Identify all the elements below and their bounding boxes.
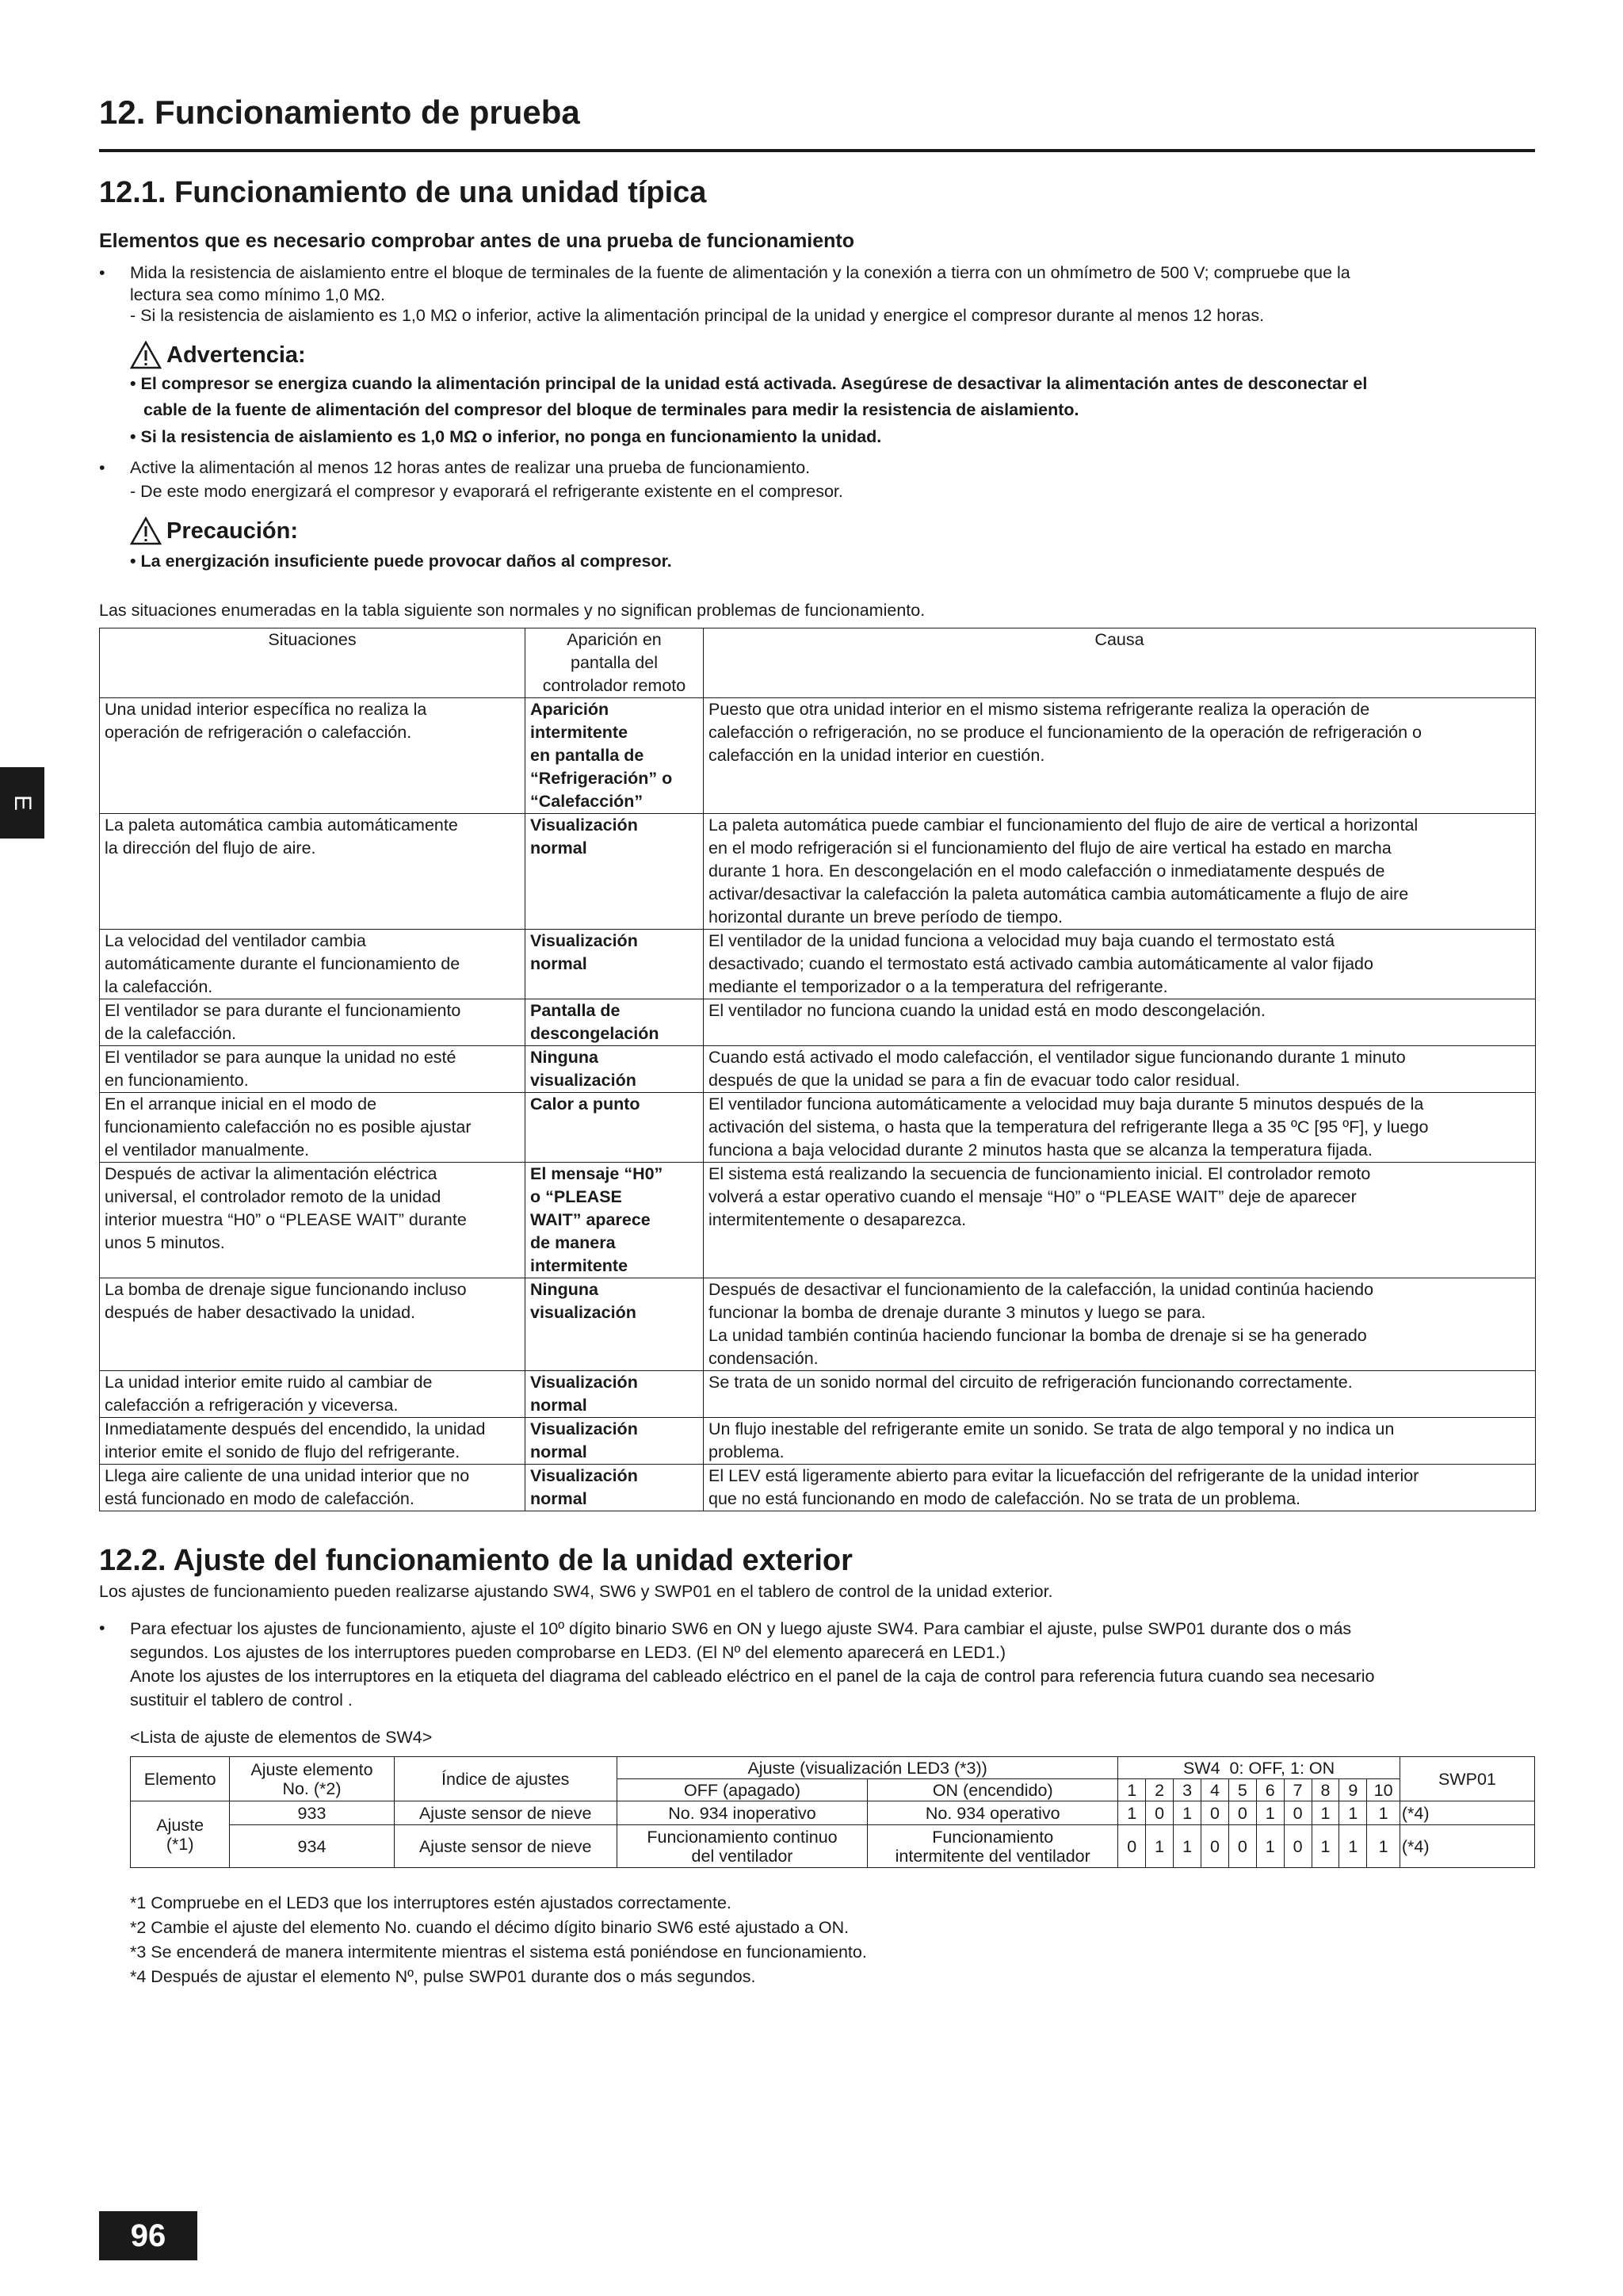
sw4-digit-header: 3 <box>1174 1779 1201 1801</box>
cause-cell: El sistema está realizando la secuencia de funcionamiento inicial. El controlador remoto volverá a estar operativo cuando el mensaje “H0” o “PLEASE WAIT” deje de aparecer intermitentemente o desaparezca. <box>704 1163 1536 1278</box>
sw4-cell-swp: (*4) <box>1400 1825 1534 1868</box>
situation-row <box>100 698 1536 814</box>
sw4-bit: 0 <box>1284 1801 1312 1825</box>
sw4-h-swp01: SWP01 <box>1400 1757 1534 1801</box>
warning-line-2: cable de la fuente de alimentación del compresor del bloque de terminales para medir la resistencia de aislamiento. <box>143 400 1079 419</box>
sw4-h-sw4: SW4 0: OFF, 1: ON <box>1118 1757 1400 1779</box>
sw4-digit-header: 2 <box>1146 1779 1174 1801</box>
cause-cell: Puesto que otra unidad interior en el mismo sistema refrigerante realiza la operación de calefacción o refrigeración, no se produce el funcionamiento de la operación de refrigeración o calefacción en la unidad interior en cuestión. <box>704 698 1536 814</box>
section-title-12-1: 12.1. Funcionamiento de una unidad típica <box>99 176 707 209</box>
sw4-row-933 <box>131 1801 1535 1825</box>
sw4-h-indice: Índice de ajustes <box>394 1757 617 1801</box>
chapter-title: 12. Funcionamiento de prueba <box>99 94 580 131</box>
caution-triangle-icon <box>130 517 162 545</box>
sw4-cell-on: No. 934 operativo <box>868 1801 1118 1825</box>
page-number: 96 <box>99 2211 197 2260</box>
footnote: *3 Se encenderá de manera intermitente mientras el sistema está poniéndose en funcionamiento. <box>130 1943 867 1962</box>
situation-row <box>100 814 1536 930</box>
display-cell: Visualización normal <box>525 1418 704 1465</box>
sw4-digit-header: 1 <box>1118 1779 1146 1801</box>
warning-line-1: • El compresor se energiza cuando la alimentación principal de la unidad está activada. Asegúrese de desactivar la alimentación antes de desconectar el <box>130 374 1368 393</box>
intro-item-1-sub: - Si la resistencia de aislamiento es 1,0 MΩ o inferior, active la alimentación principal de la unidad y energice el compresor durante al menos 12 horas. <box>130 306 1265 325</box>
footnotes <box>130 1891 867 1989</box>
sw4-digit-header: 5 <box>1228 1779 1256 1801</box>
display-cell: Visualización normal <box>525 1371 704 1418</box>
bullet-marker: • <box>99 458 105 477</box>
section2-line-4: sustituir el tablero de control . <box>130 1690 353 1710</box>
title-rule <box>99 149 1535 152</box>
section2-intro: Los ajustes de funcionamiento pueden realizarse ajustando SW4, SW6 y SWP01 en el tablero de control de la unidad exterior. <box>99 1582 1053 1601</box>
situation-cell: La velocidad del ventilador cambia automáticamente durante el funcionamiento de la calefacción. <box>100 930 525 999</box>
sw4-group-label: Ajuste (*1) <box>131 1801 230 1868</box>
table-intro: Las situaciones enumeradas en la tabla siguiente son normales y no significan problemas de funcionamiento. <box>99 601 926 620</box>
situation-cell: Inmediatamente después del encendido, la unidad interior emite el sonido de flujo del refrigerante. <box>100 1418 525 1465</box>
warning-title-text: Advertencia: <box>166 342 306 368</box>
sw4-cell-no: 934 <box>230 1825 394 1868</box>
sw4-cell-no: 933 <box>230 1801 394 1825</box>
sw4-h-on: ON (encendido) <box>868 1779 1118 1801</box>
sw4-bit: 0 <box>1201 1801 1229 1825</box>
checklist-heading: Elementos que es necesario comprobar antes de una prueba de funcionamiento <box>99 230 855 252</box>
sw4-cell-on: Funcionamiento intermitente del ventilador <box>868 1825 1118 1868</box>
footnote: *2 Cambie el ajuste del elemento No. cuando el décimo dígito binario SW6 esté ajustado a ON. <box>130 1918 850 1937</box>
warning-title <box>130 341 306 369</box>
situation-row <box>100 999 1536 1046</box>
side-tab-letter: E <box>9 794 36 812</box>
sw4-bit: 0 <box>1201 1825 1229 1868</box>
section2-line-1: Para efectuar los ajustes de funcionamiento, ajuste el 10º dígito binario SW6 en ON y luego ajuste SW4. Para cambiar el ajuste, pulse SWP01 durante dos o más <box>130 1619 1352 1638</box>
footnote: *1 Compruebe en el LED3 que los interruptores estén ajustados correctamente. <box>130 1893 731 1912</box>
situation-row <box>100 1418 1536 1465</box>
intro-item-1-line-2: lectura sea como mínimo 1,0 MΩ. <box>130 285 385 304</box>
header-situaciones: Situaciones <box>100 628 525 698</box>
display-cell: Visualización normal <box>525 1465 704 1511</box>
cause-cell: Un flujo inestable del refrigerante emite un sonido. Se trata de algo temporal y no indica un problema. <box>704 1418 1536 1465</box>
sw4-digit-header: 4 <box>1201 1779 1229 1801</box>
display-cell: Visualización normal <box>525 814 704 930</box>
intro-item-2-sub: - De este modo energizará el compresor y evaporará el refrigerante existente en el compresor. <box>130 482 843 501</box>
display-cell: El mensaje “H0” o “PLEASE WAIT” aparece de manera intermitente <box>525 1163 704 1278</box>
sw4-bit: 1 <box>1367 1801 1400 1825</box>
sw4-cell-off: Funcionamiento continuo del ventilador <box>617 1825 867 1868</box>
sw4-settings-table <box>130 1756 1535 1868</box>
situations-table <box>99 628 1536 1511</box>
display-cell: Calor a punto <box>525 1093 704 1163</box>
sw4-digit-header: 10 <box>1367 1779 1400 1801</box>
table-header-row <box>100 628 1536 698</box>
footnote: *4 Después de ajustar el elemento Nº, pulse SWP01 durante dos o más segundos. <box>130 1967 756 1986</box>
sw4-h-ajuste-no: Ajuste elemento No. (*2) <box>230 1757 394 1801</box>
situation-row <box>100 930 1536 999</box>
sw4-h-elemento: Elemento <box>131 1757 230 1801</box>
cause-cell: Cuando está activado el modo calefacción, el ventilador sigue funcionando durante 1 minuto después de que la unidad se para a fin de evacuar todo calor residual. <box>704 1046 1536 1093</box>
sw4-cell-index: Ajuste sensor de nieve <box>394 1825 617 1868</box>
intro-item-2: Active la alimentación al menos 12 horas antes de realizar una prueba de funcionamiento. <box>130 458 811 477</box>
sw4-bit: 0 <box>1118 1825 1146 1868</box>
caution-title <box>130 517 298 545</box>
sw4-header-row-1 <box>131 1757 1535 1779</box>
situation-cell: La paleta automática cambia automáticamente la dirección del flujo de aire. <box>100 814 525 930</box>
situation-cell: El ventilador se para durante el funcionamiento de la calefacción. <box>100 999 525 1046</box>
display-cell: Ninguna visualización <box>525 1278 704 1371</box>
sw4-bit: 1 <box>1339 1825 1367 1868</box>
situation-row <box>100 1093 1536 1163</box>
sw4-bit: 1 <box>1256 1801 1284 1825</box>
intro-item-1-line-1: Mida la resistencia de aislamiento entre el bloque de terminales de la fuente de alimentación y la conexión a tierra con un ohmímetro de 500 V; compruebe que la <box>130 263 1350 282</box>
bullet-marker: • <box>99 1618 105 1637</box>
cause-cell: Después de desactivar el funcionamiento de la calefacción, la unidad continúa haciendo funcionar la bomba de drenaje durante 3 minutos y luego se para. La unidad también continúa haciendo funcionar la bomba de drenaje si se ha generado condensación. <box>704 1278 1536 1371</box>
warning-body <box>130 372 1541 448</box>
sw4-cell-swp: (*4) <box>1400 1801 1534 1825</box>
situation-row <box>100 1371 1536 1418</box>
warning-triangle-icon <box>130 341 162 369</box>
sw4-digit-header: 9 <box>1339 1779 1367 1801</box>
sw4-bit: 1 <box>1256 1825 1284 1868</box>
sw4-h-off: OFF (apagado) <box>617 1779 867 1801</box>
sw4-digit-header: 7 <box>1284 1779 1312 1801</box>
situation-cell: Llega aire caliente de una unidad interior que no está funcionado en modo de calefacción. <box>100 1465 525 1511</box>
sw4-row-934 <box>131 1825 1535 1868</box>
sw4-digit-header: 8 <box>1312 1779 1339 1801</box>
situation-cell: Después de activar la alimentación eléctrica universal, el controlador remoto de la unidad interior muestra “H0” o “PLEASE WAIT” durante unos 5 minutos. <box>100 1163 525 1278</box>
sw4-bit: 1 <box>1174 1801 1201 1825</box>
cause-cell: El LEV está ligeramente abierto para evitar la licuefacción del refrigerante de la unidad interior que no está funcionando en modo de calefacción. No se trata de un problema. <box>704 1465 1536 1511</box>
situations-table-body <box>100 698 1536 1511</box>
cause-cell: Se trata de un sonido normal del circuito de refrigeración funcionando correctamente. <box>704 1371 1536 1418</box>
bullet-marker: • <box>99 263 105 282</box>
warning-line-3: • Si la resistencia de aislamiento es 1,0 MΩ o inferior, no ponga en funcionamiento la unidad. <box>130 427 882 446</box>
situation-row <box>100 1465 1536 1511</box>
sw4-bit: 1 <box>1312 1801 1339 1825</box>
cause-cell: El ventilador funciona automáticamente a velocidad muy baja durante 5 minutos después de la activación del sistema, o hasta que la temperatura del refrigerante llega a 35 ºC [95 ºF], y luego funciona a baja velocidad durante 2 minutos hasta que se alcanza la temperatura fijada. <box>704 1093 1536 1163</box>
sw4-list-title: <Lista de ajuste de elementos de SW4> <box>130 1728 433 1747</box>
situation-row <box>100 1046 1536 1093</box>
cause-cell: El ventilador de la unidad funciona a velocidad muy baja cuando el termostato está desactivado; cuando el termostato está activado cambia automáticamente al valor fijado mediante el temporizador o a la temperatura del refrigerante. <box>704 930 1536 999</box>
header-causa: Causa <box>704 628 1536 698</box>
intro-item-1 <box>130 262 1537 306</box>
section2-line-3: Anote los ajustes de los interruptores en la etiqueta del diagrama del cableado eléctrico en el panel de la caja de control para referencia futura cuando sea necesario <box>130 1667 1375 1686</box>
display-cell: Aparición intermitente en pantalla de “Refrigeración” o “Calefacción” <box>525 698 704 814</box>
section2-bullet <box>130 1617 1541 1712</box>
section-title-12-2: 12.2. Ajuste del funcionamiento de la unidad exterior <box>99 1544 853 1577</box>
sw4-bit: 1 <box>1146 1825 1174 1868</box>
situation-row <box>100 1163 1536 1278</box>
situation-cell: La bomba de drenaje sigue funcionando incluso después de haber desactivado la unidad. <box>100 1278 525 1371</box>
language-side-tab <box>0 767 44 839</box>
sw4-digit-header: 6 <box>1256 1779 1284 1801</box>
sw4-bit: 1 <box>1118 1801 1146 1825</box>
display-cell: Visualización normal <box>525 930 704 999</box>
cause-cell: La paleta automática puede cambiar el funcionamiento del flujo de aire de vertical a horizontal en el modo refrigeración si el funcionamiento del flujo de aire vertical ha estado en marcha durante 1 hora. En descongelación en el modo calefacción o inmediatamente después de activar/desactivar la calefacción la paleta automática cambia automáticamente a flujo de aire horizontal durante un breve período de tiempo. <box>704 814 1536 930</box>
display-cell: Pantalla de descongelación <box>525 999 704 1046</box>
situation-row <box>100 1278 1536 1371</box>
sw4-h-led3: Ajuste (visualización LED3 (*3)) <box>617 1757 1117 1779</box>
situation-cell: En el arranque inicial en el modo de funcionamiento calefacción no es posible ajustar el ventilador manualmente. <box>100 1093 525 1163</box>
situation-cell: Una unidad interior específica no realiza la operación de refrigeración o calefacción. <box>100 698 525 814</box>
caution-title-text: Precaución: <box>166 518 298 544</box>
header-aparicion: Aparición en pantalla del controlador remoto <box>525 628 704 698</box>
situation-cell: El ventilador se para aunque la unidad no esté en funcionamiento. <box>100 1046 525 1093</box>
sw4-bit: 1 <box>1339 1801 1367 1825</box>
caution-line-1: • La energización insuficiente puede provocar daños al compresor. <box>130 552 672 571</box>
display-cell: Ninguna visualización <box>525 1046 704 1093</box>
sw4-bit: 1 <box>1367 1825 1400 1868</box>
sw4-bit: 1 <box>1312 1825 1339 1868</box>
sw4-bit: 1 <box>1174 1825 1201 1868</box>
sw4-cell-off: No. 934 inoperativo <box>617 1801 867 1825</box>
cause-cell: El ventilador no funciona cuando la unidad está en modo descongelación. <box>704 999 1536 1046</box>
sw4-bit: 0 <box>1228 1825 1256 1868</box>
sw4-cell-index: Ajuste sensor de nieve <box>394 1801 617 1825</box>
sw4-bit: 0 <box>1228 1801 1256 1825</box>
sw4-bit: 0 <box>1284 1825 1312 1868</box>
sw4-bit: 0 <box>1146 1801 1174 1825</box>
situation-cell: La unidad interior emite ruido al cambiar de calefacción a refrigeración y viceversa. <box>100 1371 525 1418</box>
section2-line-2: segundos. Los ajustes de los interruptores pueden comprobarse en LED3. (El Nº del elemento aparecerá en LED1.) <box>130 1643 1006 1662</box>
